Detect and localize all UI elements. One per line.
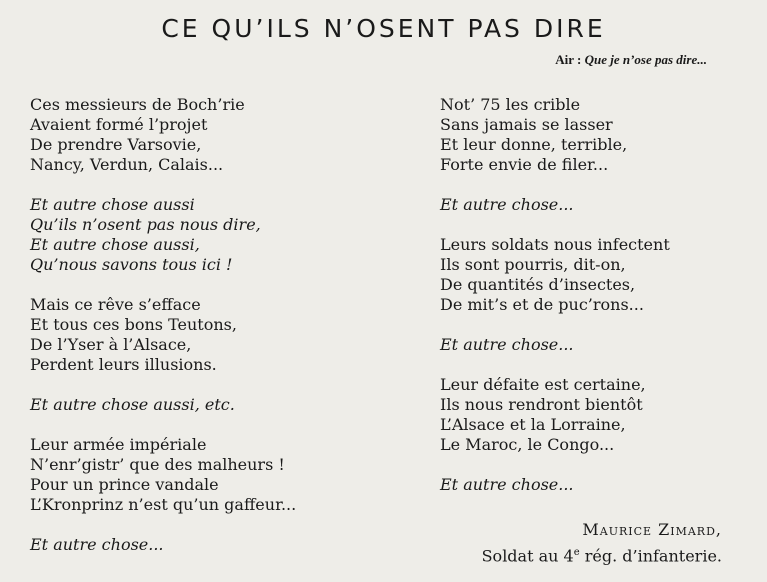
verse-line: Leur défaite est certaine, <box>440 375 646 394</box>
verse-line: Sans jamais se lasser <box>440 115 613 134</box>
unit-superscript: e <box>573 547 580 558</box>
verse-line: L’Alsace et la Lorraine, <box>440 415 626 434</box>
song-title: CE QU’ILS N’OSENT PAS DIRE <box>161 14 606 43</box>
signature <box>482 518 722 567</box>
verse-line: L’Kronprinz n’est qu’un gaffeur... <box>30 495 297 514</box>
verse-line: De quantités d’insectes, <box>440 275 636 294</box>
tune-name: Que je n’ose pas dire... <box>584 52 707 67</box>
stanza <box>440 235 740 315</box>
unit-text: Soldat au 4 <box>481 546 574 566</box>
author-name: Maurice Zimard, <box>582 520 722 539</box>
verse-line: Ils nous rendront bientôt <box>440 395 643 414</box>
refrain-line: Et autre chose... <box>440 335 574 354</box>
verse-line: De mit’s et de puc’rons... <box>440 295 644 314</box>
verse-line: Not’ 75 les crible <box>440 95 581 114</box>
stanza <box>440 375 740 455</box>
tune-line <box>555 52 707 68</box>
verse-line: Mais ce rêve s’efface <box>30 295 201 314</box>
right-column <box>440 95 740 515</box>
verse-line: Pour un prince vandale <box>30 475 219 494</box>
stanza <box>440 95 740 175</box>
refrain-stanza <box>30 195 390 275</box>
verse-line: Avaient formé l’projet <box>30 115 208 134</box>
tune-prefix: Air : <box>555 52 582 67</box>
refrain-line: Qu’ils n’osent pas nous dire, <box>30 215 261 234</box>
verse-line: Leurs soldats nous infectent <box>440 235 670 254</box>
refrain-line: Qu’nous savons tous ici ! <box>30 255 233 274</box>
refrain-line: Et autre chose... <box>440 475 574 494</box>
verse-line: Ces messieurs de Boch’rie <box>30 95 245 114</box>
refrain-line: Et autre chose aussi <box>30 195 195 214</box>
refrain-line: Et autre chose... <box>30 535 164 554</box>
verse-line: Et leur donne, terrible, <box>440 135 628 154</box>
stanza <box>30 95 390 175</box>
verse-line: N’enr’gistr’ que des malheurs ! <box>30 455 285 474</box>
verse-line: Leur armée impériale <box>30 435 207 454</box>
verse-line: Et tous ces bons Teutons, <box>30 315 237 334</box>
refrain-line: Et autre chose aussi, etc. <box>30 395 235 414</box>
refrain-line: Et autre chose... <box>440 195 574 214</box>
verse-line: Perdent leurs illusions. <box>30 355 217 374</box>
verse-line: De prendre Varsovie, <box>30 135 202 154</box>
refrain-line: Et autre chose aussi, <box>30 235 200 254</box>
verse-line: Ils sont pourris, dit-on, <box>440 255 626 274</box>
left-column <box>30 95 390 575</box>
unit-text-end: rég. d’infanterie. <box>579 546 722 566</box>
author-unit <box>482 541 722 567</box>
verse-line: Forte envie de filer... <box>440 155 609 174</box>
verse-line: De l’Yser à l’Alsace, <box>30 335 192 354</box>
stanza <box>30 295 390 375</box>
verse-line: Nancy, Verdun, Calais... <box>30 155 224 174</box>
verse-line: Le Maroc, le Congo... <box>440 435 615 454</box>
stanza <box>30 435 390 515</box>
